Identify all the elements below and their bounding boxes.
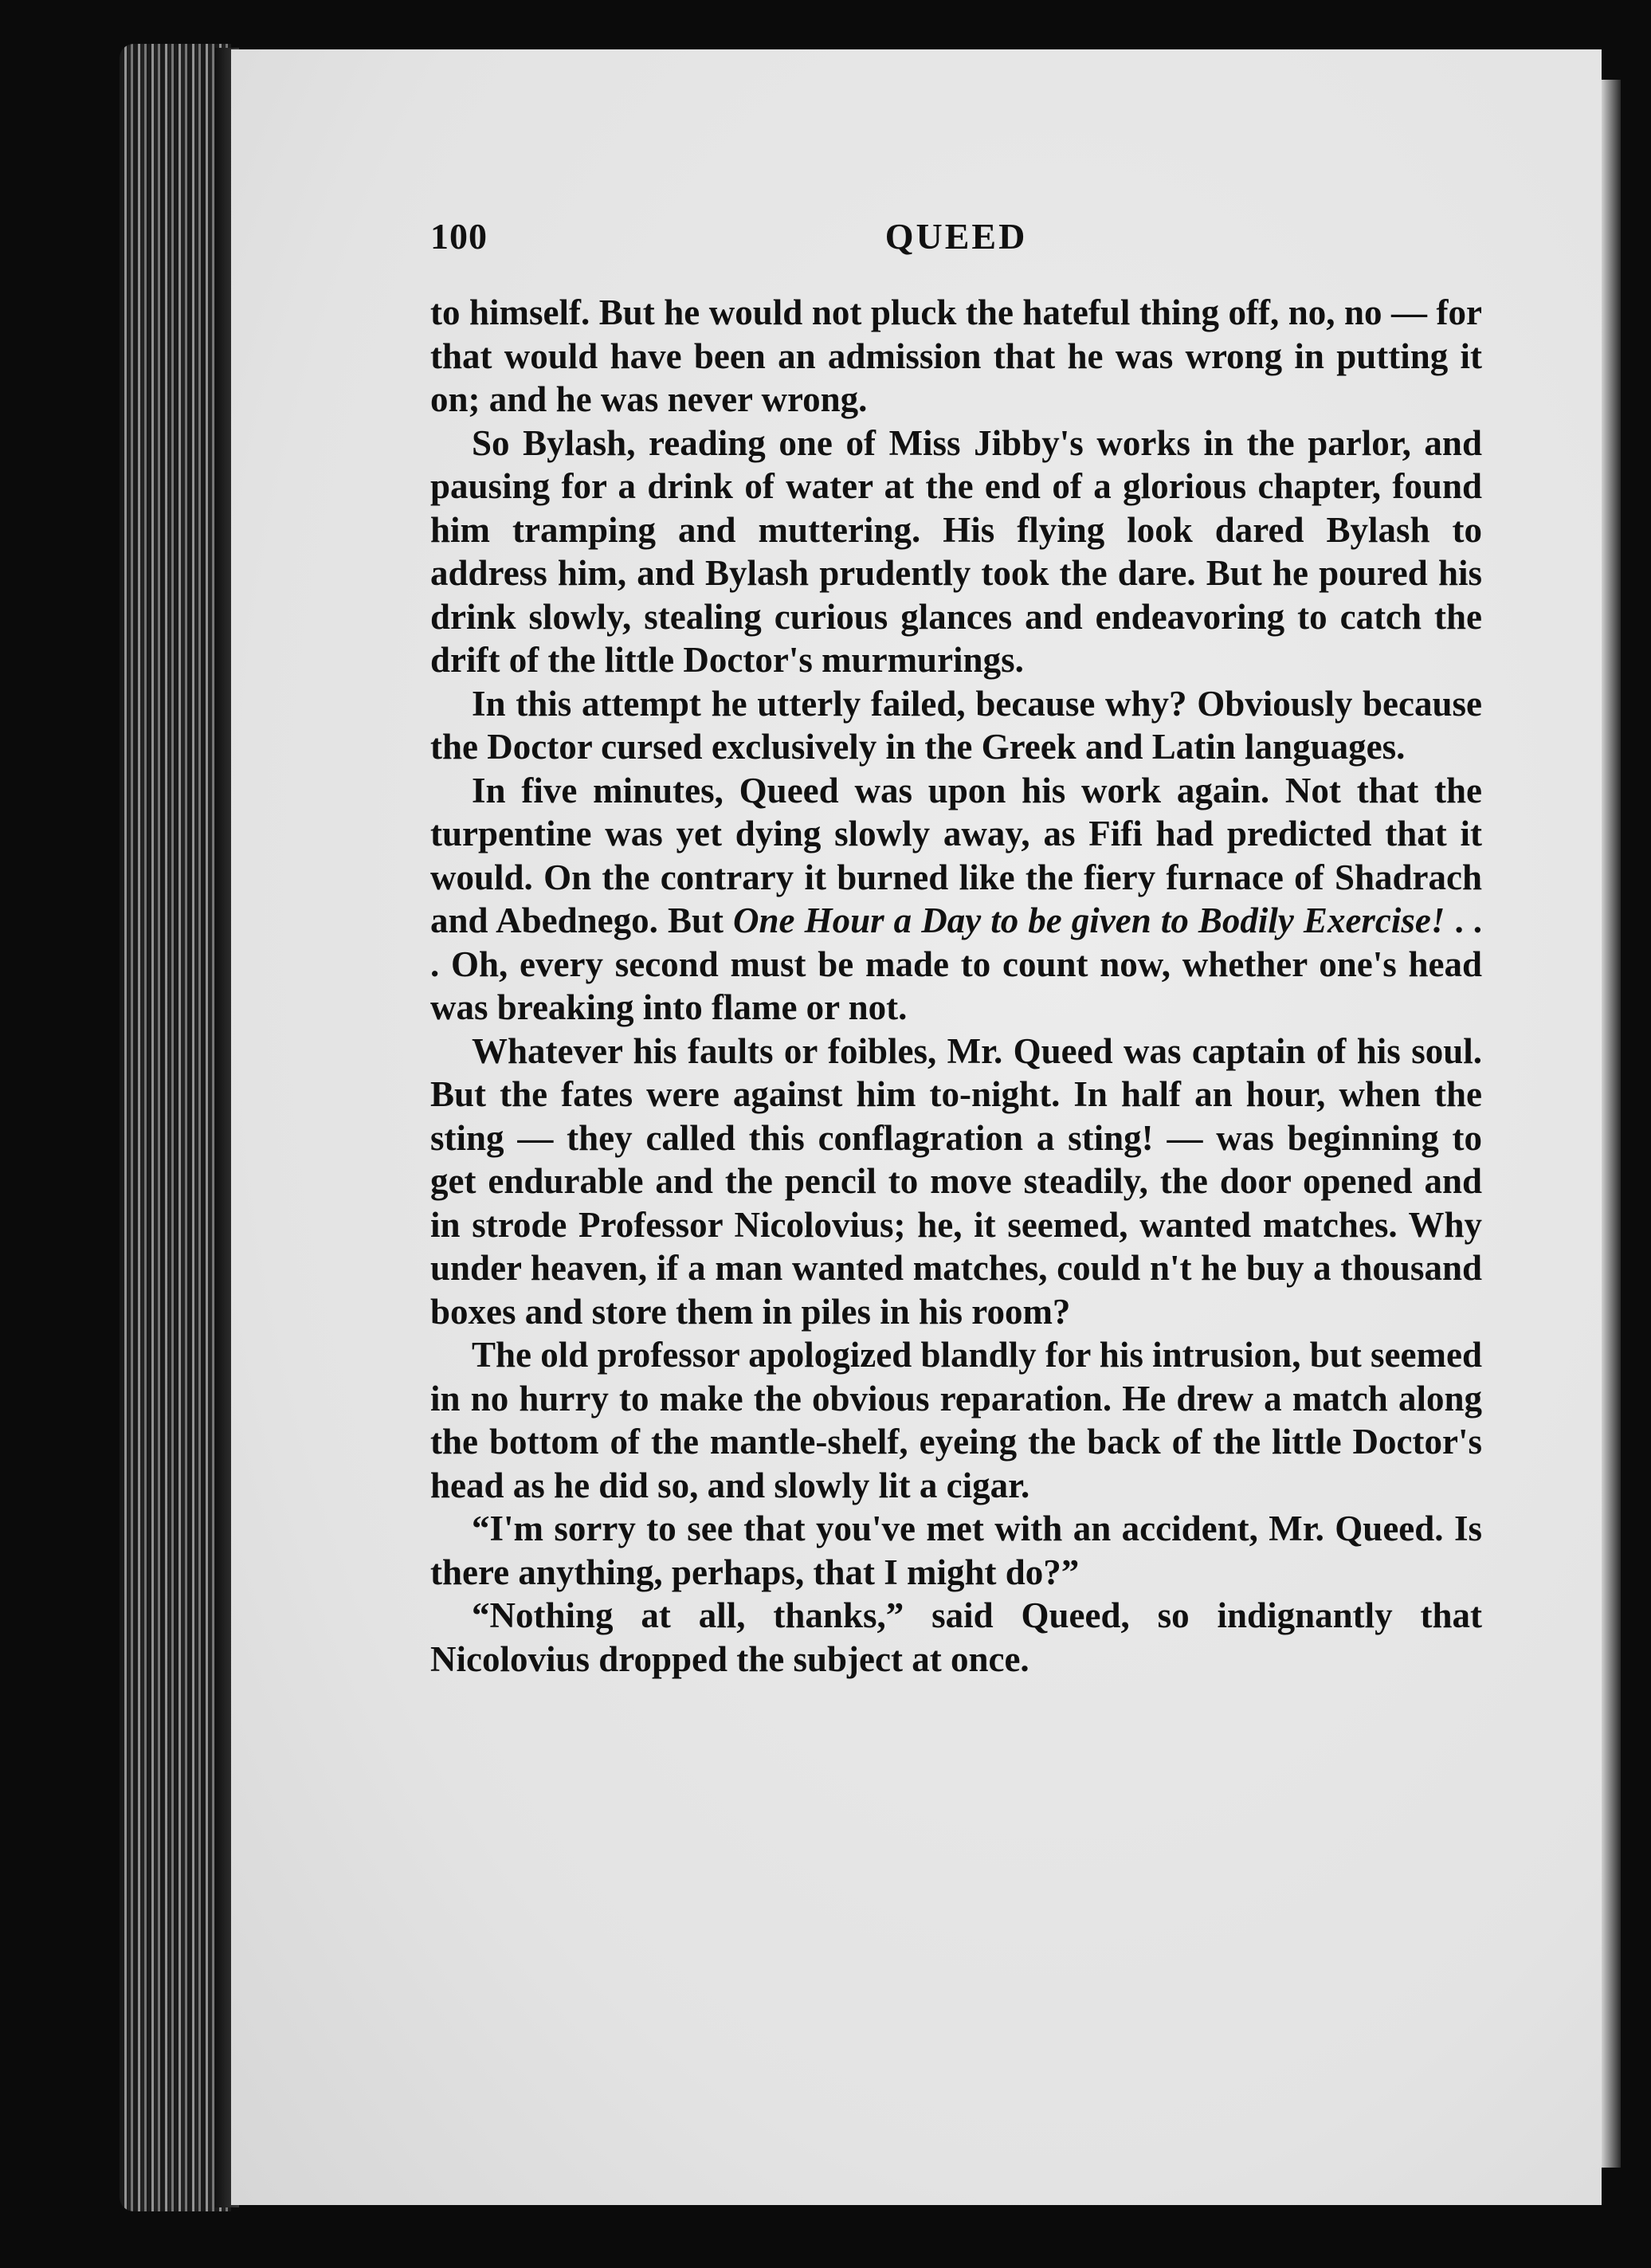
paragraph-6: The old professor apologized blandly for his intrusion, but seemed in no hurry to make the obvious reparation. He drew a match along the bottom of the mantle-shelf, eyeing the back of the little Doctor's head as he did so, and slowly lit a cigar.: [430, 1335, 1482, 1505]
paragraph-1: to himself. But he would not pluck the hateful thing off, no, no — for that would have been an admission that he was wrong in putting it on; and he was never wrong.: [430, 292, 1482, 419]
paragraph-4: [430, 769, 1482, 1030]
page-right-edge: [1602, 80, 1621, 2168]
book-page-edges: [120, 44, 231, 2211]
paragraph-8: “Nothing at all, thanks,” said Queed, so indignantly that Nicolovius dropped the subject at once.: [430, 1595, 1482, 1679]
page-header: [430, 215, 1482, 279]
paragraph-4-emphasis: One Hour a Day to be given to Bodily Exercise!: [733, 901, 1445, 940]
paragraph-2: So Bylash, reading one of Miss Jibby's works in the parlor, and pausing for a drink of water at the end of a glorious chapter, found him tramping and muttering. His flying look dared Bylash to address him, and Bylash prudently took the dare. But he poured his drink slowly, stealing curious glances and endeavoring to catch the drift of the little Doctor's murmurings.: [430, 422, 1482, 680]
paragraph-5: Whatever his faults or foibles, Mr. Queed was captain of his soul. But the fates were against him to-night. In half an hour, when the sting — they called this conflagration a sting! — was beginning to get endurable and the pencil to move steadily, the door opened and in strode Professor Nicolovius; he, it seemed, wanted matches. Why under heaven, if a man wanted matches, could n't he buy a thousand boxes and store them in piles in his room?: [430, 1030, 1482, 1332]
paragraph-4-before: In five minutes, Queed was upon his work again. Not that the turpentine was yet dying slowly away, as Fifi had predicted that it would. On the contrary it burned like the fiery furnace of Shadrach and Abednego. But: [430, 770, 1482, 940]
paragraph-4-after: . . . Oh, every second must be made to count now, whether one's head was breaking into flame or not.: [430, 901, 1483, 1027]
body-text: [430, 291, 1482, 1681]
paragraph-3: In this attempt he utterly failed, because why? Obviously because the Doctor cursed exclusively in the Greek and Latin languages.: [430, 683, 1482, 767]
paragraph-7: “I'm sorry to see that you've met with an accident, Mr. Queed. Is there anything, perhaps, that I might do?”: [430, 1509, 1482, 1592]
running-title: QUEED: [884, 216, 1028, 257]
page-number: 100: [430, 216, 488, 257]
